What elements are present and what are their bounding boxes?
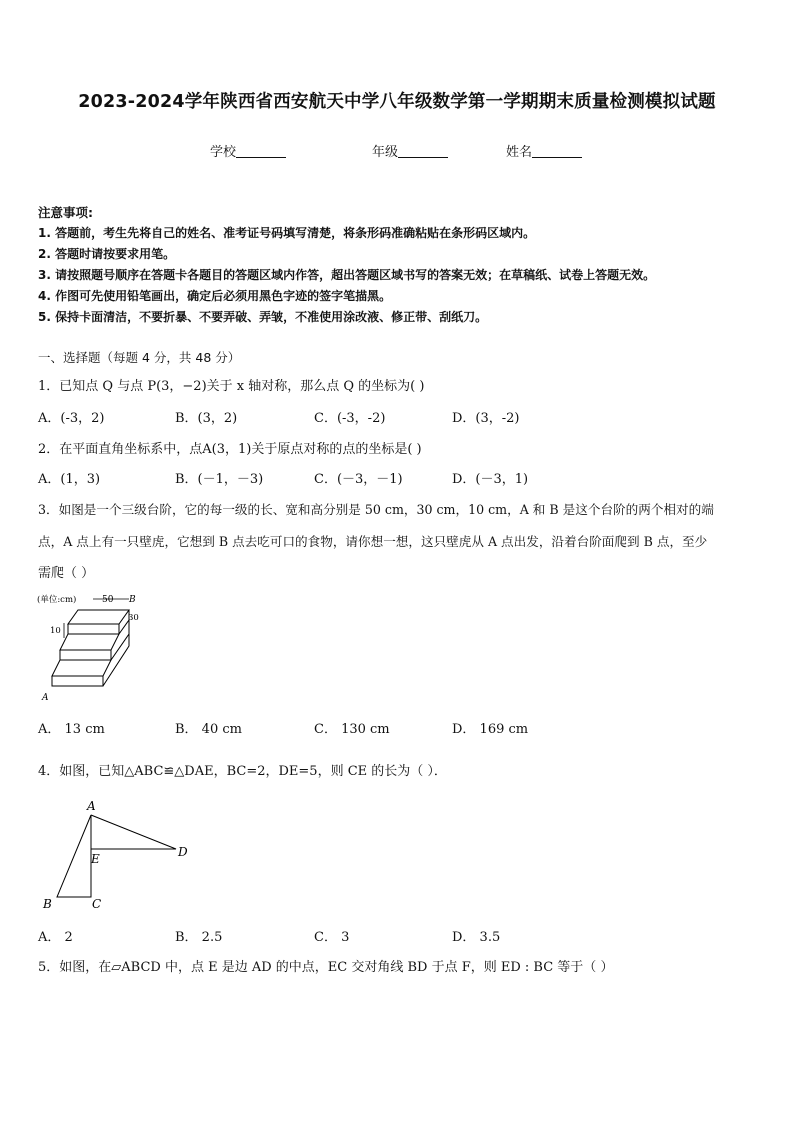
q2-option-c: C．(－3，－1)	[314, 472, 403, 487]
q3-option-d: D． 169 cm	[452, 722, 529, 737]
question-3-stem-line: 需爬（ ）	[38, 566, 95, 581]
q4-option-c: C． 3	[314, 930, 350, 945]
school-field	[210, 141, 286, 160]
point-d-label: D	[178, 845, 188, 859]
triangle-figure	[36, 795, 196, 915]
q1-option-b: B．(3，2)	[175, 411, 238, 426]
q3-option-c: C． 130 cm	[314, 722, 390, 737]
q2-option-b: B．(－1，－3)	[175, 472, 264, 487]
name-blank	[532, 145, 582, 158]
question-2-stem: 2．在平面直角坐标系中，点A(3，1)关于原点对称的点的坐标是( )	[38, 442, 422, 457]
q2-option-d: D．(－3，1)	[452, 472, 529, 487]
q4-option-a: A． 2	[38, 930, 73, 945]
note-item: 3. 请按照题号顺序在答题卡各题目的答题区域内作答，超出答题区域书写的答案无效；在草稿纸、试卷上答题无效。	[38, 268, 656, 282]
dim-30-label: 30	[128, 613, 139, 623]
question-5-stem: 5．如图，在▱ABCD 中，点 E 是边 AD 的中点，EC 交对角线 BD 于点 F，则 ED : BC 等于（ ）	[38, 960, 614, 975]
unit-label: (单位:cm)	[37, 595, 77, 605]
notes-heading: 注意事项:	[38, 205, 93, 220]
grade-blank	[398, 145, 448, 158]
name-label: 姓名	[506, 145, 533, 160]
grade-label: 年级	[372, 145, 399, 160]
note-item: 1. 答题前，考生先将自己的姓名、准考证号码填写清楚，将条形码准确粘贴在条形码区域内。	[38, 226, 536, 240]
question-3-stem-line: 3．如图是一个三级台阶，它的每一级的长、宽和高分别是 50 cm，30 cm，10 cm，A 和 B 是这个台阶的两个相对的端	[38, 502, 714, 517]
note-item: 5. 保持卡面清洁，不要折暴、不要弄破、弄皱，不准使用涂改液、修正带、刮纸刀。	[38, 310, 488, 324]
section-heading: 一、选择题（每题 4 分，共 48 分）	[38, 350, 241, 365]
note-item: 2. 答题时请按要求用笔。	[38, 247, 176, 261]
dim-50-label: 50	[102, 595, 114, 605]
question-3-stem-line: 点，A 点上有一只壁虎，它想到 B 点去吃可口的食物，请你想一想，这只壁虎从 A 点出发，沿着台阶面爬到 B 点，至少	[38, 534, 708, 549]
stairs-drawing	[52, 610, 129, 686]
point-b-label: B	[43, 897, 52, 911]
point-c-label: C	[92, 897, 102, 911]
q4-option-b: B． 2.5	[175, 930, 223, 945]
point-a-label: A	[87, 799, 96, 813]
q1-option-a: A．(-3，2)	[38, 411, 105, 426]
school-label: 学校	[210, 145, 237, 160]
question-1-stem: 1．已知点 Q 与点 P(3，−2)关于 x 轴对称，那么点 Q 的坐标为( )	[38, 379, 425, 394]
point-a-label: A	[42, 693, 49, 703]
grade-field	[372, 141, 448, 160]
dim-10-label: 10	[50, 626, 61, 636]
q4-option-d: D． 3.5	[452, 930, 501, 945]
name-field	[506, 141, 582, 160]
triangles-drawing	[57, 815, 176, 897]
point-b-label: B	[129, 595, 136, 605]
page-title: 2023-2024学年陕西省西安航天中学八年级数学第一学期期末质量检测模拟试题	[78, 92, 716, 112]
q2-option-a: A．(1，3)	[38, 472, 101, 487]
question-4-stem: 4．如图，已知△ABC≌△DAE，BC=2，DE=5，则 CE 的长为（ ）．	[38, 764, 447, 779]
note-item: 4. 作图可先使用铅笔画出，确定后必须用黑色字迹的签字笔描黑。	[38, 289, 392, 303]
q1-option-c: C．(-3，-2)	[314, 411, 386, 426]
staircase-figure	[36, 590, 156, 705]
school-blank	[236, 145, 286, 158]
q3-option-a: A． 13 cm	[38, 722, 105, 737]
q3-option-b: B． 40 cm	[175, 722, 242, 737]
point-e-label: E	[91, 852, 100, 866]
q1-option-d: D．(3，-2)	[452, 411, 520, 426]
